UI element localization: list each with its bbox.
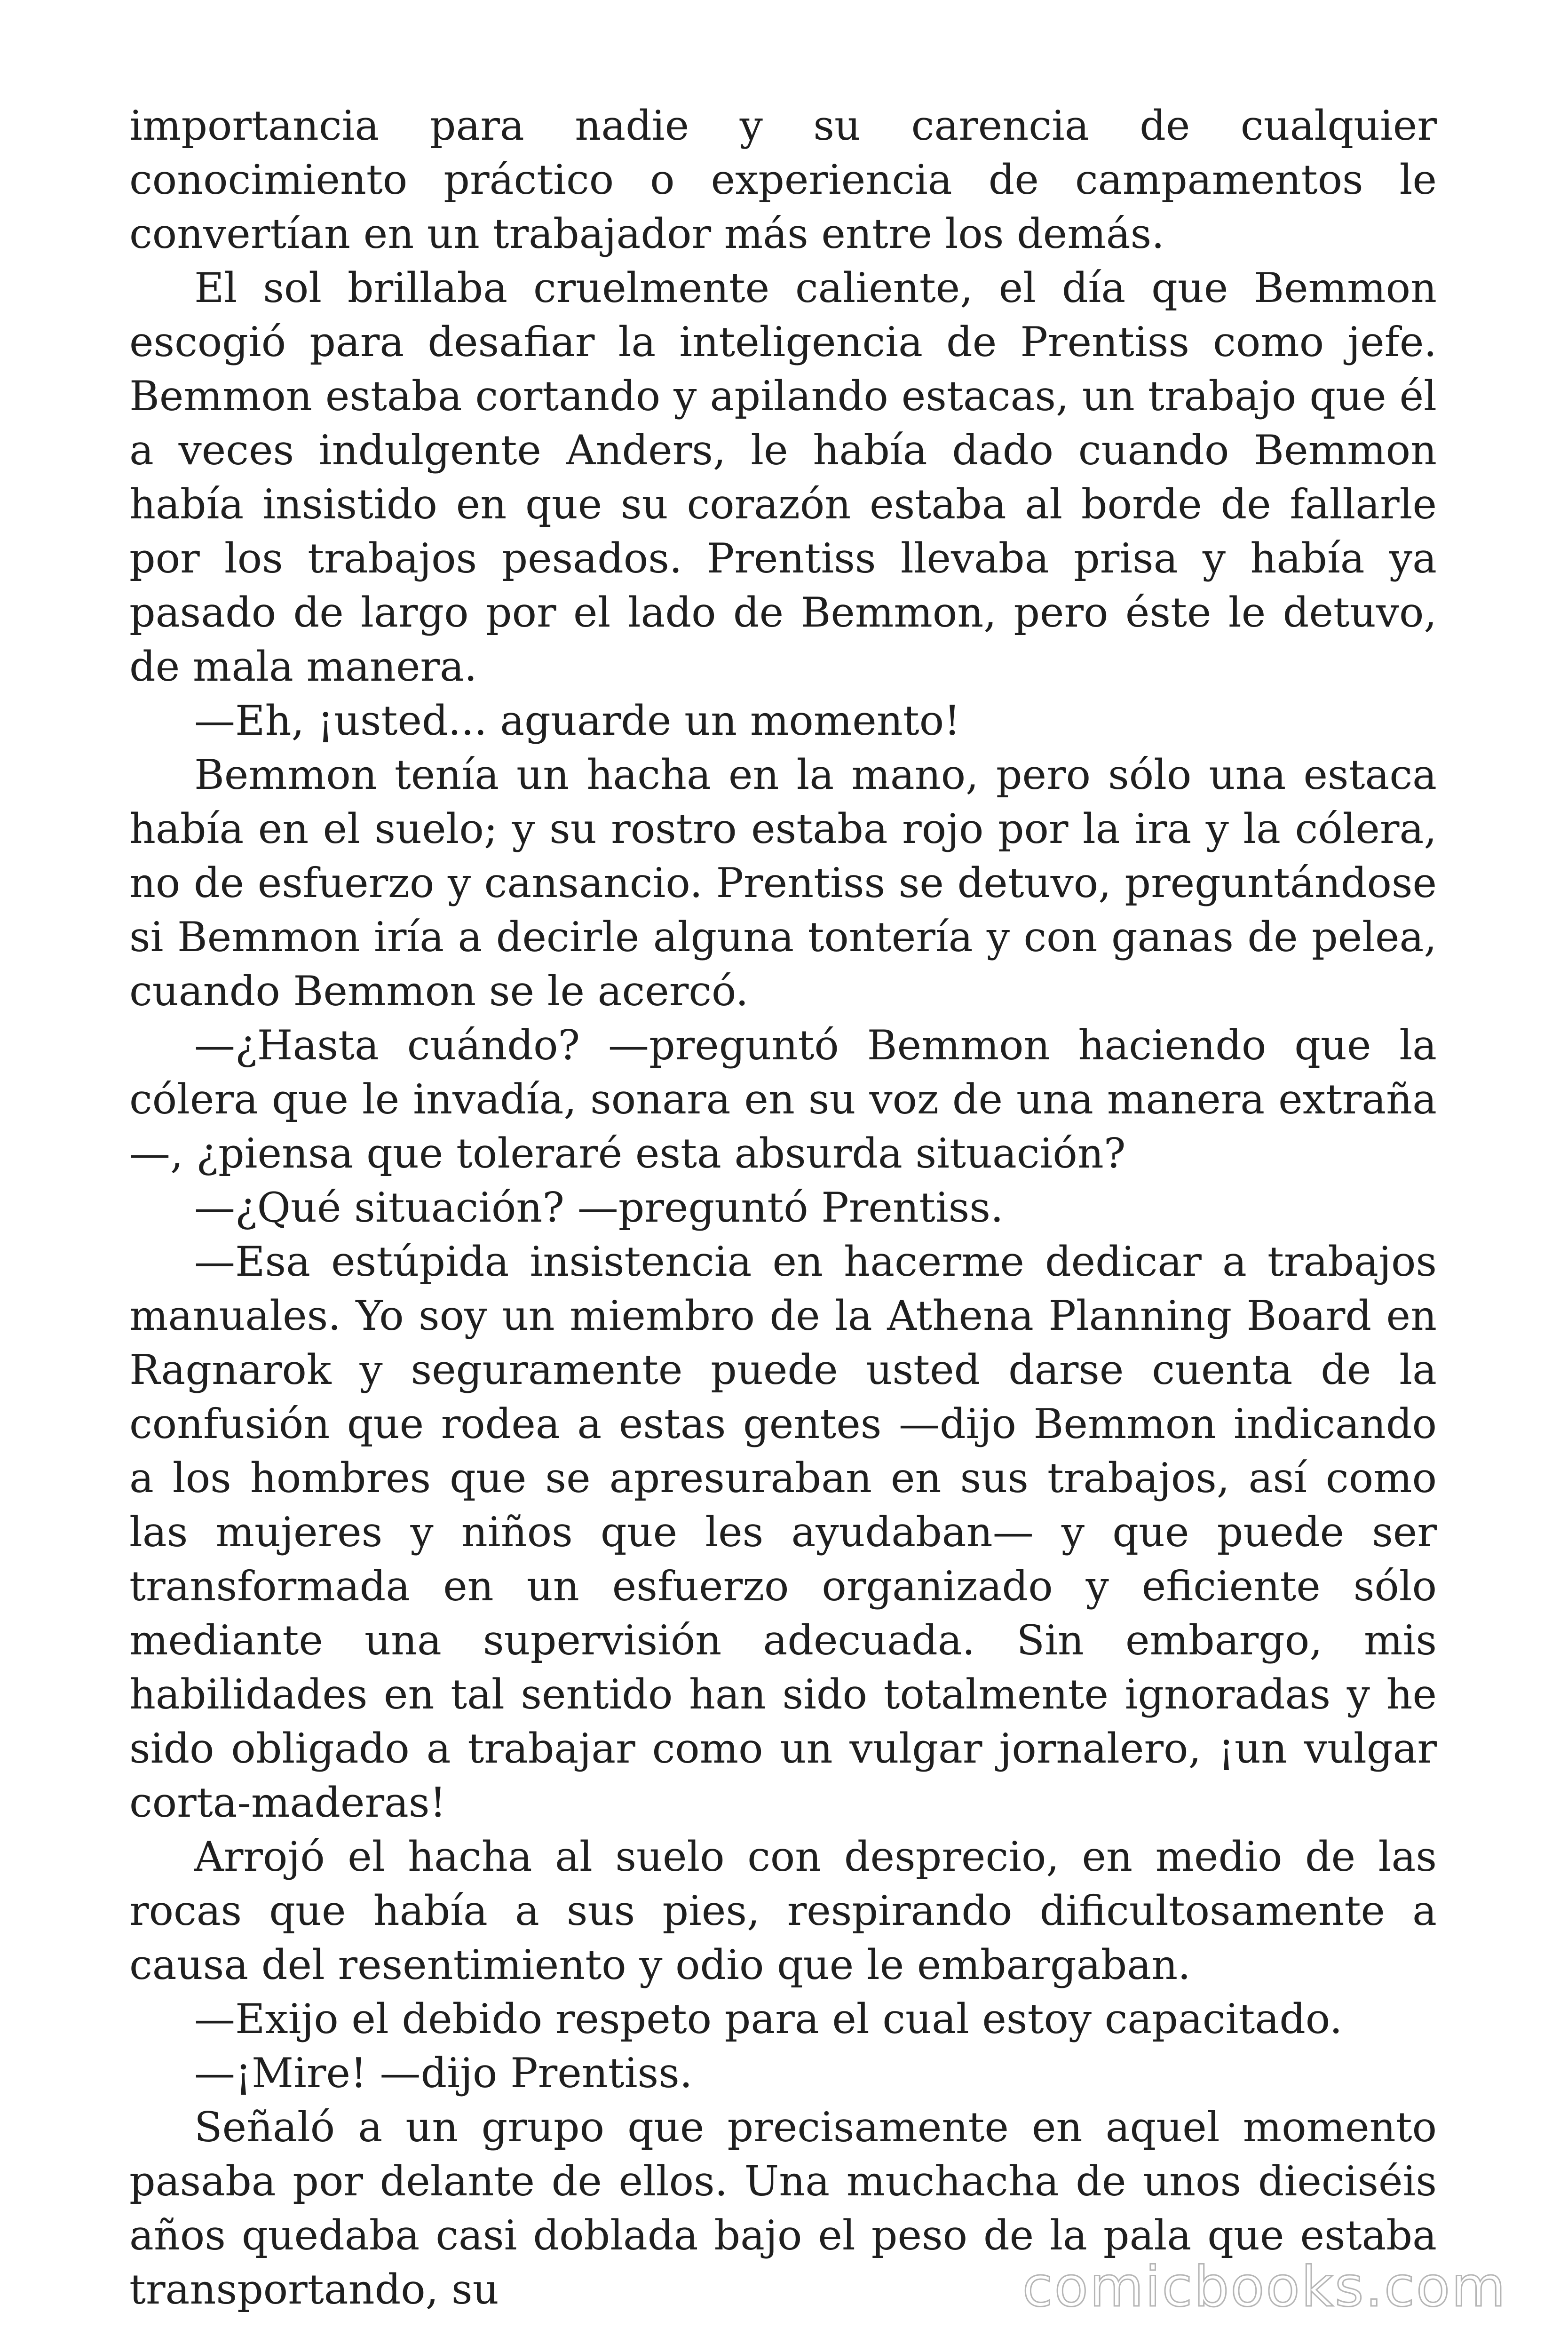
watermark-text: comicbooks.com (1022, 2254, 1507, 2319)
paragraph-4: Bemmon tenía un hacha en la mano, pero sólo una estaca había en el suelo; y su rostro estaba rojo por la ira y la cólera, no de esfuerzo y cansancio. Prentiss se detuvo, preguntándose si Bemmon iría a decirle alguna tontería y con ganas de pelea, cuando Bemmon se le acercó. (129, 751, 1437, 1015)
page-body (129, 99, 1437, 2317)
paragraph-6: —¿Qué situación? —preguntó Prentiss. (194, 1184, 1004, 1232)
paragraph-3: —Eh, ¡usted... aguarde un momento! (194, 697, 961, 745)
paragraph-2: El sol brillaba cruelmente caliente, el día que Bemmon escogió para desafiar la inteligencia de Prentiss como jefe. Bemmon estaba cortando y apilando estacas, un trabajo que él a veces indulgente Anders, le había dado cuando Bemmon había insistido en que su corazón estaba al borde de fallarle por los trabajos pesados. Prentiss llevaba prisa y había ya pasado de largo por el lado de Bemmon, pero éste le detuvo, de mala manera. (129, 264, 1437, 691)
paragraph-1: importancia para nadie y su carencia de cualquier conocimiento práctico o experiencia de campamentos le convertían en un trabajador más entre los demás. (129, 102, 1437, 258)
paragraph-5: —¿Hasta cuándo? —preguntó Bemmon haciendo que la cólera que le invadía, sonara en su voz de una manera extraña—, ¿piensa que toleraré esta absurda situación? (129, 1021, 1437, 1177)
paragraph-10: —¡Mire! —dijo Prentiss. (194, 2049, 693, 2097)
paragraph-11: Señaló a un grupo que precisamente en aquel momento pasaba por delante de ellos. Una muchacha de unos dieciséis años quedaba casi doblada bajo el peso de la pala que estaba transportando, su (129, 2103, 1437, 2313)
paragraph-8: Arrojó el hacha al suelo con desprecio, en medio de las rocas que había a sus pies, respirando dificultosamente a causa del resentimiento y odio que le embargaban. (129, 1833, 1437, 1989)
paragraph-7: —Esa estúpida insistencia en hacerme dedicar a trabajos manuales. Yo soy un miembro de la Athena Planning Board en Ragnarok y seguramente puede usted darse cuenta de la confusión que rodea a estas gentes —dijo Bemmon indicando a los hombres que se apresuraban en sus trabajos, así como las mujeres y niños que les ayudaban— y que puede ser transformada en un esfuerzo organizado y eficiente sólo mediante una supervisión adecuada. Sin embargo, mis habilidades en tal sentido han sido totalmente ignoradas y he sido obligado a trabajar como un vulgar jornalero, ¡un vulgar corta-maderas! (129, 1238, 1437, 1827)
paragraph-9: —Exijo el debido respeto para el cual estoy capacitado. (194, 1995, 1343, 2043)
